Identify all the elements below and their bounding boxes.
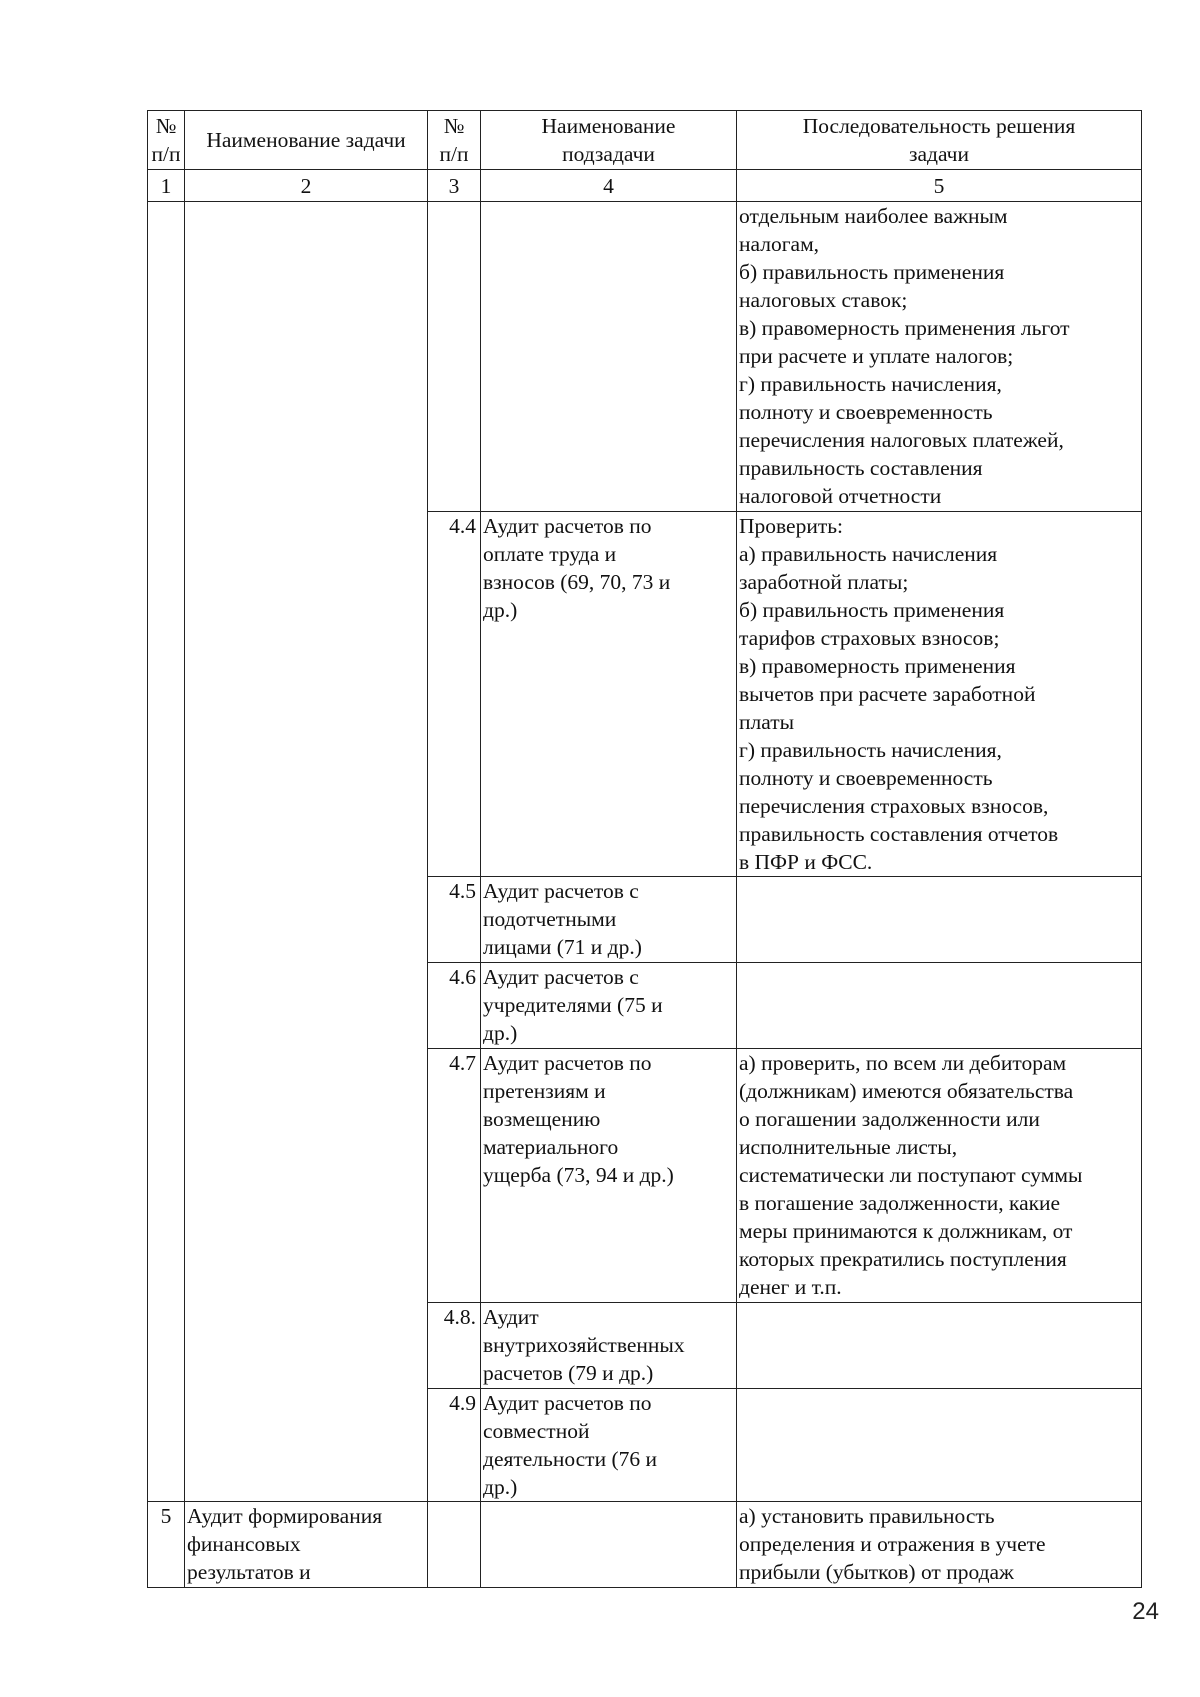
cell-subtask-name [481, 1502, 737, 1588]
cell-text-line: отдельным наиболее важным [739, 204, 1008, 228]
cell-text-line: Аудит [483, 1305, 539, 1329]
cell-text-line: др.) [483, 598, 518, 622]
column-number: 2 [185, 170, 428, 202]
cell-text-line: б) правильность применения [739, 598, 1005, 622]
column-number: 3 [428, 170, 481, 202]
cell-subtask-number: 4.5 [428, 877, 481, 963]
cell-subtask-name [481, 1389, 737, 1502]
cell-task-name [185, 202, 428, 1502]
cell-text-line: о погашении задолженности или [739, 1107, 1040, 1131]
cell-subtask-number: 4.7 [428, 1049, 481, 1303]
cell-text-line: результатов и [187, 1560, 311, 1584]
table-row [148, 1502, 1142, 1588]
cell-text-line: в) правомерность применения льгот [739, 316, 1070, 340]
cell-text-line: определения и отражения в учете [739, 1532, 1046, 1556]
cell-subtask-name [481, 877, 737, 963]
cell-text-line: тарифов страховых взносов; [739, 626, 1000, 650]
cell-text-line: прибыли (убытков) от продаж [739, 1560, 1014, 1584]
cell-text-line: совместной [483, 1419, 590, 1443]
cell-text-line: Аудит расчетов по [483, 514, 652, 538]
cell-text-line: подотчетными [483, 907, 617, 931]
table-row [148, 202, 1142, 512]
header-cell-subtask-name: Наименование подзадачи [481, 111, 737, 170]
cell-steps [737, 963, 1142, 1049]
cell-subtask-number: 4.9 [428, 1389, 481, 1502]
cell-steps [737, 202, 1142, 512]
cell-task-name [185, 1502, 428, 1588]
cell-steps [737, 1502, 1142, 1588]
audit-tasks-table [147, 110, 1142, 1588]
cell-steps [737, 512, 1142, 877]
cell-text-line: г) правильность начисления, [739, 738, 1002, 762]
cell-text-line: в погашение задолженности, какие [739, 1191, 1061, 1215]
cell-text-line: налогам, [739, 232, 820, 256]
cell-text-line: б) правильность применения [739, 260, 1005, 284]
cell-text-line: а) проверить, по всем ли дебиторам [739, 1051, 1067, 1075]
cell-text-line: финансовых [187, 1532, 301, 1556]
cell-subtask-name [481, 963, 737, 1049]
page-number: 24 [1132, 1598, 1159, 1625]
column-number: 5 [737, 170, 1142, 202]
cell-text-line: г) правильность начисления, [739, 372, 1002, 396]
table-header-row [148, 111, 1142, 170]
cell-text-line: расчетов (79 и др.) [483, 1361, 654, 1385]
cell-steps [737, 1049, 1142, 1303]
cell-subtask-name [481, 1049, 737, 1303]
cell-subtask-name [481, 202, 737, 512]
cell-text-line: в ПФР и ФСС. [739, 850, 873, 874]
cell-text-line: внутрихозяйственных [483, 1333, 685, 1357]
cell-text-line: Аудит расчетов с [483, 879, 639, 903]
cell-text-line: систематически ли поступают суммы [739, 1163, 1083, 1187]
cell-text-line: правильность составления отчетов [739, 822, 1059, 846]
cell-text-line: Проверить: [739, 514, 844, 538]
cell-text-line: материального [483, 1135, 619, 1159]
cell-text-line: оплате труда и [483, 542, 617, 566]
cell-text-line: перечисления налоговых платежей, [739, 428, 1064, 452]
cell-text-line: а) установить правильность [739, 1504, 995, 1528]
cell-text-line: Аудит расчетов по [483, 1051, 652, 1075]
cell-text-line: взносов (69, 70, 73 и [483, 570, 671, 594]
cell-text-line: которых прекратились поступления [739, 1247, 1067, 1271]
cell-text-line: заработной платы; [739, 570, 909, 594]
cell-text-line: правильность составления [739, 456, 983, 480]
header-cell-task-name: Наименование задачи [185, 111, 428, 170]
column-number: 1 [148, 170, 185, 202]
cell-subtask-name [481, 512, 737, 877]
cell-text-line: налоговой отчетности [739, 484, 942, 508]
cell-text-line: учредителями (75 и [483, 993, 663, 1017]
cell-steps [737, 1389, 1142, 1502]
cell-text-line: исполнительные листы, [739, 1135, 958, 1159]
header-cell-number: № п/п [148, 111, 185, 170]
cell-text-line: возмещению [483, 1107, 601, 1131]
cell-task-number [148, 202, 185, 1502]
cell-text-line: платы [739, 710, 795, 734]
cell-text-line: др.) [483, 1475, 518, 1499]
cell-subtask-number: 4.4 [428, 512, 481, 877]
cell-steps [737, 1303, 1142, 1389]
table-body [148, 202, 1142, 1588]
cell-text-line: полноту и своевременность [739, 766, 993, 790]
cell-text-line: в) правомерность применения [739, 654, 1016, 678]
cell-text-line: деятельности (76 и [483, 1447, 657, 1471]
cell-text-line: др.) [483, 1021, 518, 1045]
cell-subtask-number [428, 202, 481, 512]
cell-text-line: претензиям и [483, 1079, 606, 1103]
cell-text-line: налоговых ставок; [739, 288, 908, 312]
column-number-row [148, 170, 1142, 202]
cell-subtask-name [481, 1303, 737, 1389]
cell-task-number: 5 [148, 1502, 185, 1588]
cell-steps [737, 877, 1142, 963]
cell-text-line: Аудит формирования [187, 1504, 383, 1528]
column-number: 4 [481, 170, 737, 202]
cell-text-line: вычетов при расчете заработной [739, 682, 1036, 706]
cell-text-line: ущерба (73, 94 и др.) [483, 1163, 674, 1187]
cell-text-line: меры принимаются к должникам, от [739, 1219, 1073, 1243]
header-cell-steps: Последовательность решения задачи [737, 111, 1142, 170]
cell-subtask-number [428, 1502, 481, 1588]
cell-subtask-number: 4.6 [428, 963, 481, 1049]
cell-text-line: а) правильность начисления [739, 542, 998, 566]
cell-text-line: лицами (71 и др.) [483, 935, 642, 959]
cell-text-line: Аудит расчетов по [483, 1391, 652, 1415]
header-cell-subnumber: № п/п [428, 111, 481, 170]
cell-text-line: (должникам) имеются обязательства [739, 1079, 1074, 1103]
cell-text-line: полноту и своевременность [739, 400, 993, 424]
cell-text-line: перечисления страховых взносов, [739, 794, 1049, 818]
cell-text-line: денег и т.п. [739, 1275, 842, 1299]
cell-subtask-number: 4.8. [428, 1303, 481, 1389]
cell-text-line: Аудит расчетов с [483, 965, 639, 989]
cell-text-line: при расчете и уплате налогов; [739, 344, 1014, 368]
